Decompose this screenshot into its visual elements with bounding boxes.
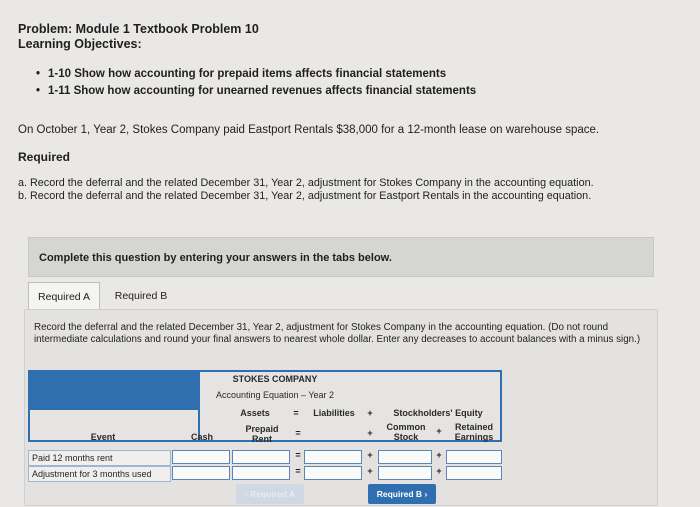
equals-sign: = bbox=[293, 408, 299, 418]
earnings-label: Earnings bbox=[454, 432, 494, 442]
required-a-text: a. Record the deferral and the related December 31, Year 2, adjustment for Stokes Company in the accounting equation. bbox=[18, 177, 594, 189]
stock-label: Stock bbox=[393, 432, 419, 442]
liabilities-input-row1[interactable] bbox=[304, 450, 362, 464]
common-stock-input-row1[interactable] bbox=[378, 450, 432, 464]
objective-2: • 1-11 Show how accounting for unearned revenues affects financial statements bbox=[36, 85, 477, 97]
instruction-banner: Complete this question by entering your answers in the tabs below. bbox=[28, 237, 654, 277]
plus-sign: + bbox=[367, 408, 373, 418]
problem-title: Problem: Module 1 Textbook Problem 10 Learning Objectives: bbox=[18, 22, 259, 51]
prepaid-label: Prepaid bbox=[245, 424, 279, 434]
table-row-label: Paid 12 months rent bbox=[28, 450, 171, 466]
liabilities-label: Liabilities bbox=[313, 408, 355, 418]
chevron-right-icon: › bbox=[424, 489, 428, 499]
row2-equals: = bbox=[295, 466, 301, 476]
chevron-left-icon: ‹ bbox=[244, 489, 248, 499]
row2-plus-2: + bbox=[436, 466, 442, 476]
row1-plus-2: + bbox=[436, 450, 442, 460]
cash-input-row1[interactable] bbox=[172, 450, 230, 464]
equals-sign-2: = bbox=[295, 428, 301, 438]
tab-required-b[interactable]: Required B bbox=[114, 290, 168, 302]
accounting-equation-table bbox=[28, 370, 502, 482]
next-tab-button[interactable]: Required B › bbox=[368, 484, 436, 504]
plus-sign-3: + bbox=[436, 426, 442, 436]
row2-plus: + bbox=[367, 466, 373, 476]
common-label: Common bbox=[386, 422, 426, 432]
required-heading: Required bbox=[18, 150, 71, 164]
required-b-text: b. Record the deferral and the related December 31, Year 2, adjustment for Eastport Rentals in the accounting equation. bbox=[18, 190, 592, 202]
tab-required-a[interactable]: Required A bbox=[28, 282, 100, 310]
retained-earnings-input-row1[interactable] bbox=[446, 450, 502, 464]
row1-plus: + bbox=[367, 450, 373, 460]
prepaid-rent-input-row1[interactable] bbox=[232, 450, 290, 464]
table-subtitle: Accounting Equation – Year 2 bbox=[215, 390, 335, 400]
plus-sign-2: + bbox=[367, 428, 373, 438]
event-label: Event bbox=[90, 432, 116, 442]
stockholders-equity-label: Stockholders' Equity bbox=[393, 408, 483, 418]
table-row-label: Adjustment for 3 months used bbox=[28, 466, 171, 482]
common-stock-input-row2[interactable] bbox=[378, 466, 432, 480]
assets-label: Assets bbox=[240, 408, 270, 418]
scenario-text: On October 1, Year 2, Stokes Company paid Eastport Rentals $38,000 for a 12-month lease on warehouse space. bbox=[18, 124, 600, 136]
objective-1: • 1-10 Show how accounting for prepaid items affects financial statements bbox=[36, 68, 447, 80]
row1-equals: = bbox=[295, 450, 301, 460]
answer-instruction: Record the deferral and the related December 31, Year 2, adjustment for Stokes Company in the accounting equation. (Do not round intermediate calculations and round your final answers to nearest whole dollar. Enter any decreases to account balances with a minus sign.) bbox=[34, 322, 641, 345]
retained-label: Retained bbox=[454, 422, 493, 432]
liabilities-input-row2[interactable] bbox=[304, 466, 362, 480]
previous-tab-button[interactable]: ‹ Required A bbox=[236, 484, 304, 504]
retained-earnings-input-row2[interactable] bbox=[446, 466, 502, 480]
cash-label: Cash bbox=[190, 432, 213, 442]
tab-bar bbox=[28, 282, 654, 310]
company-name: STOKES COMPANY bbox=[232, 374, 318, 384]
prepaid-rent-input-row2[interactable] bbox=[232, 466, 290, 480]
rent-label: Rent bbox=[252, 434, 272, 444]
cash-input-row2[interactable] bbox=[172, 466, 230, 480]
